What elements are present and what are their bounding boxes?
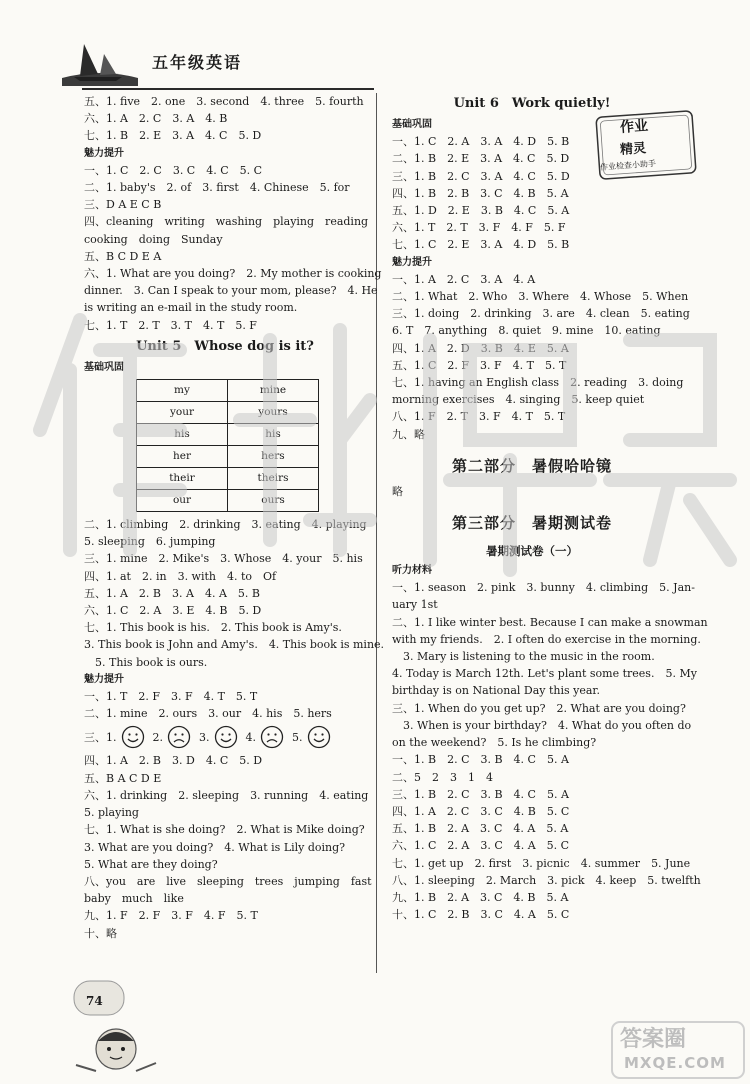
table-cell: your xyxy=(137,402,228,424)
answer-line: 三、D A E C B xyxy=(84,198,162,212)
answer-line: birthday is on National Day this year. xyxy=(392,684,600,698)
answer-line: on the weekend? 5. Is he climbing? xyxy=(392,736,597,750)
watermark-text: MXQE.COM xyxy=(624,1054,726,1072)
answer-line: 一、1. A 2. C 3. A 4. A xyxy=(392,272,536,286)
answer-line: 七、1. T 2. T 3. T 4. T 5. F xyxy=(84,318,257,332)
answer-line: 四、cleaning writing washing playing reading xyxy=(84,215,369,229)
answer-line: 一、1. C 2. C 3. C 4. C 5. C xyxy=(84,163,263,177)
table-cell: our xyxy=(137,490,228,512)
answer-line: 六、1. A 2. C 3. A 4. B xyxy=(84,112,228,126)
answer-line: 二、1. I like winter best. Because I can make a snowman xyxy=(392,615,708,629)
page-number: 74 xyxy=(86,994,103,1008)
smiley-label: 2. xyxy=(152,730,163,744)
happy-face-icon xyxy=(121,725,145,749)
answer-line: 5. sleeping 6. jumping xyxy=(84,535,216,549)
smiley-label: 5. xyxy=(292,730,303,744)
happy-face-icon xyxy=(307,725,331,749)
answer-line: 四、1. at 2. in 3. with 4. to Of xyxy=(84,569,277,583)
answer-line: baby much like xyxy=(84,892,184,906)
answer-line: 一、1. season 2. pink 3. bunny 4. climbing 5. Jan- xyxy=(392,581,695,595)
answer-line: 七、1. This book is his. 2. This book is Amy's. xyxy=(84,621,342,635)
answer-line: 五、1. C 2. F 3. F 4. T 5. T xyxy=(392,358,567,372)
answer-line: 七、1. C 2. E 3. A 4. D 5. B xyxy=(392,238,570,252)
answer-line: 二、1. climbing 2. drinking 3. eating 4. playing xyxy=(84,518,367,532)
answer-line: 五、1. A 2. B 3. A 4. A 5. B xyxy=(84,586,260,600)
answer-line: 五、B C D E A xyxy=(84,249,162,263)
smiley-label: 3. xyxy=(199,730,210,744)
sailboat-icon xyxy=(60,38,140,86)
table-cell: my xyxy=(137,380,228,402)
answer-line: 七、1. What is she doing? 2. What is Mike doing? xyxy=(84,823,365,837)
answer-line: 三、1. When do you get up? 2. What are you doing? xyxy=(392,701,686,715)
answer-line: 五、1. B 2. A 3. C 4. A 5. A xyxy=(392,822,569,836)
answer-line: 四、1. A 2. B 3. D 4. C 5. D xyxy=(84,754,263,768)
answer-line: 八、you are live sleeping trees jumping fast xyxy=(84,874,372,888)
answer-line: 4. Today is March 12th. Let's plant some trees. 5. My xyxy=(392,667,697,681)
test-title: 暑期测试卷（一） xyxy=(486,544,578,559)
table-cell: hers xyxy=(228,446,319,468)
answer-line: 八、1. F 2. T 3. F 4. T 5. T xyxy=(392,410,566,424)
table-cell: mine xyxy=(228,380,319,402)
section-heading: 魅力提升 xyxy=(84,673,124,685)
unit-title: Unit 5 Whose dog is it? xyxy=(136,338,314,354)
table-cell: her xyxy=(137,446,228,468)
answer-line: 六、1. What are you doing? 2. My mother is cooking xyxy=(84,267,382,281)
stamp-text: 作业 xyxy=(619,118,649,136)
table-row xyxy=(137,402,319,424)
answer-line: 七、1. having an English class 2. reading 3. doing xyxy=(392,376,684,390)
sad-face-icon xyxy=(260,725,284,749)
answer-line: 3. This book is John and Amy's. 4. This book is mine. xyxy=(84,638,385,652)
table-row xyxy=(137,446,319,468)
answer-line: dinner. 3. Can I speak to your mom, please? 4. He xyxy=(84,284,378,298)
part-title: 第三部分 暑期测试卷 xyxy=(451,514,612,533)
answer-line: 八、1. sleeping 2. March 3. pick 4. keep 5. twelfth xyxy=(392,873,701,887)
stamp-text: 作业检查小助手 xyxy=(599,159,657,172)
smiley-answer-row xyxy=(84,722,366,752)
left-column xyxy=(84,93,385,942)
answer-line: cooking doing Sunday xyxy=(84,232,223,246)
answer-line: 一、1. C 2. A 3. A 4. D 5. B xyxy=(392,135,570,149)
section-heading: 魅力提升 xyxy=(84,147,124,159)
section-heading: 魅力提升 xyxy=(392,256,432,268)
table-cell: their xyxy=(137,468,228,490)
part-title: 第二部分 暑假哈哈镜 xyxy=(451,456,612,475)
happy-face-icon xyxy=(214,725,238,749)
book-title: 五年级英语 xyxy=(152,53,243,72)
answer-line: 二、5 2 3 1 4 xyxy=(392,770,493,784)
smiley-label: 三、1. xyxy=(84,730,117,744)
answer-line: is writing an e-mail in the study room. xyxy=(84,301,298,315)
table-cell: his xyxy=(137,424,228,446)
answer-line: 三、1. B 2. C 3. B 4. C 5. A xyxy=(392,787,569,801)
smiley-label: 4. xyxy=(245,730,256,744)
answer-line: 五、1. D 2. E 3. B 4. C 5. A xyxy=(392,204,570,218)
column-divider xyxy=(376,93,377,973)
answer-line: 二、1. baby's 2. of 3. first 4. Chinese 5. for xyxy=(84,181,350,195)
answer-line: with my friends. 2. I often do exercise in the morning. xyxy=(392,632,701,646)
answer-line: 九、略 xyxy=(392,427,425,441)
answer-line: 三、1. B 2. C 3. A 4. C 5. D xyxy=(392,169,570,183)
table-row xyxy=(137,490,319,512)
pronoun-table xyxy=(136,379,319,512)
answer-line: 四、1. A 2. D 3. B 4. E 5. A xyxy=(392,341,569,355)
answer-line: 5. This book is ours. xyxy=(84,655,208,669)
right-column xyxy=(392,93,708,923)
answer-line: 3. When is your birthday? 4. What do you often do xyxy=(392,718,692,732)
answer-line: 5. What are they doing? xyxy=(84,857,218,871)
answer-line: morning exercises 4. singing 5. keep quiet xyxy=(392,393,645,407)
table-row xyxy=(137,380,319,402)
answer-line: 七、1. B 2. E 3. A 4. C 5. D xyxy=(84,129,262,143)
answer-line: 六、1. C 2. A 3. C 4. A 5. C xyxy=(392,839,570,853)
answer-line: 五、B A C D E xyxy=(84,771,162,785)
answer-line: 九、1. F 2. F 3. F 4. F 5. T xyxy=(84,909,258,923)
table-row xyxy=(137,424,319,446)
answer-line: 九、1. B 2. A 3. C 4. B 5. A xyxy=(392,890,569,904)
answer-line: 三、1. mine 2. Mike's 3. Whose 4. your 5. his xyxy=(84,552,363,566)
sad-face-icon xyxy=(167,725,191,749)
answer-line: 3. What are you doing? 4. What is Lily doing? xyxy=(84,840,346,854)
answer-line: 3. Mary is listening to the music in the room. xyxy=(392,650,655,664)
answer-line: 二、1. mine 2. ours 3. our 4. his 5. hers xyxy=(84,707,332,721)
answer-line: 七、1. get up 2. first 3. picnic 4. summer 5. June xyxy=(392,856,691,870)
stamp-text: 精灵 xyxy=(619,141,647,158)
table-cell: ours xyxy=(228,490,319,512)
table-row xyxy=(137,468,319,490)
page-header xyxy=(60,38,280,86)
answer-line: 十、略 xyxy=(84,926,117,940)
answer-line: 十、1. C 2. B 3. C 4. A 5. C xyxy=(392,908,570,922)
answer-line: 六、1. T 2. T 3. F 4. F 5. F xyxy=(392,221,566,235)
answer-line: 二、1. B 2. E 3. A 4. C 5. D xyxy=(392,152,570,166)
answer-line: 四、1. A 2. C 3. C 4. B 5. C xyxy=(392,804,570,818)
section-heading: 基础巩固 xyxy=(392,119,432,130)
cartoon-child-icon xyxy=(56,975,166,1075)
answer-line: 一、1. B 2. C 3. B 4. C 5. A xyxy=(392,753,569,767)
table-cell: his xyxy=(228,424,319,446)
header-rule xyxy=(82,88,374,90)
answer-line: 6. T 7. anything 8. quiet 9. mine 10. eating xyxy=(392,324,661,338)
table-cell: yours xyxy=(228,402,319,424)
answer-line: 六、1. C 2. A 3. E 4. B 5. D xyxy=(84,604,262,618)
answer-line: 三、1. doing 2. drinking 3. are 4. clean 5. eating xyxy=(392,307,690,321)
table-cell: theirs xyxy=(228,468,319,490)
answer-line: 略 xyxy=(392,484,403,498)
watermark-text: 答案圈 xyxy=(620,1027,687,1052)
answer-line: 二、1. What 2. Who 3. Where 4. Whose 5. When xyxy=(392,290,689,304)
answer-line: 一、1. T 2. F 3. F 4. T 5. T xyxy=(84,690,258,704)
section-heading: 基础巩固 xyxy=(84,361,124,373)
answer-line: uary 1st xyxy=(392,598,438,612)
answer-line: 四、1. B 2. B 3. C 4. B 5. A xyxy=(392,186,569,200)
answer-line: 六、1. drinking 2. sleeping 3. running 4. eating xyxy=(84,788,369,802)
section-heading: 听力材料 xyxy=(392,565,432,577)
answer-line: 五、1. five 2. one 3. second 4. three 5. fourth xyxy=(84,95,364,108)
unit-title: Unit 6 Work quietly! xyxy=(453,96,611,111)
answer-line: 5. playing xyxy=(84,806,139,820)
